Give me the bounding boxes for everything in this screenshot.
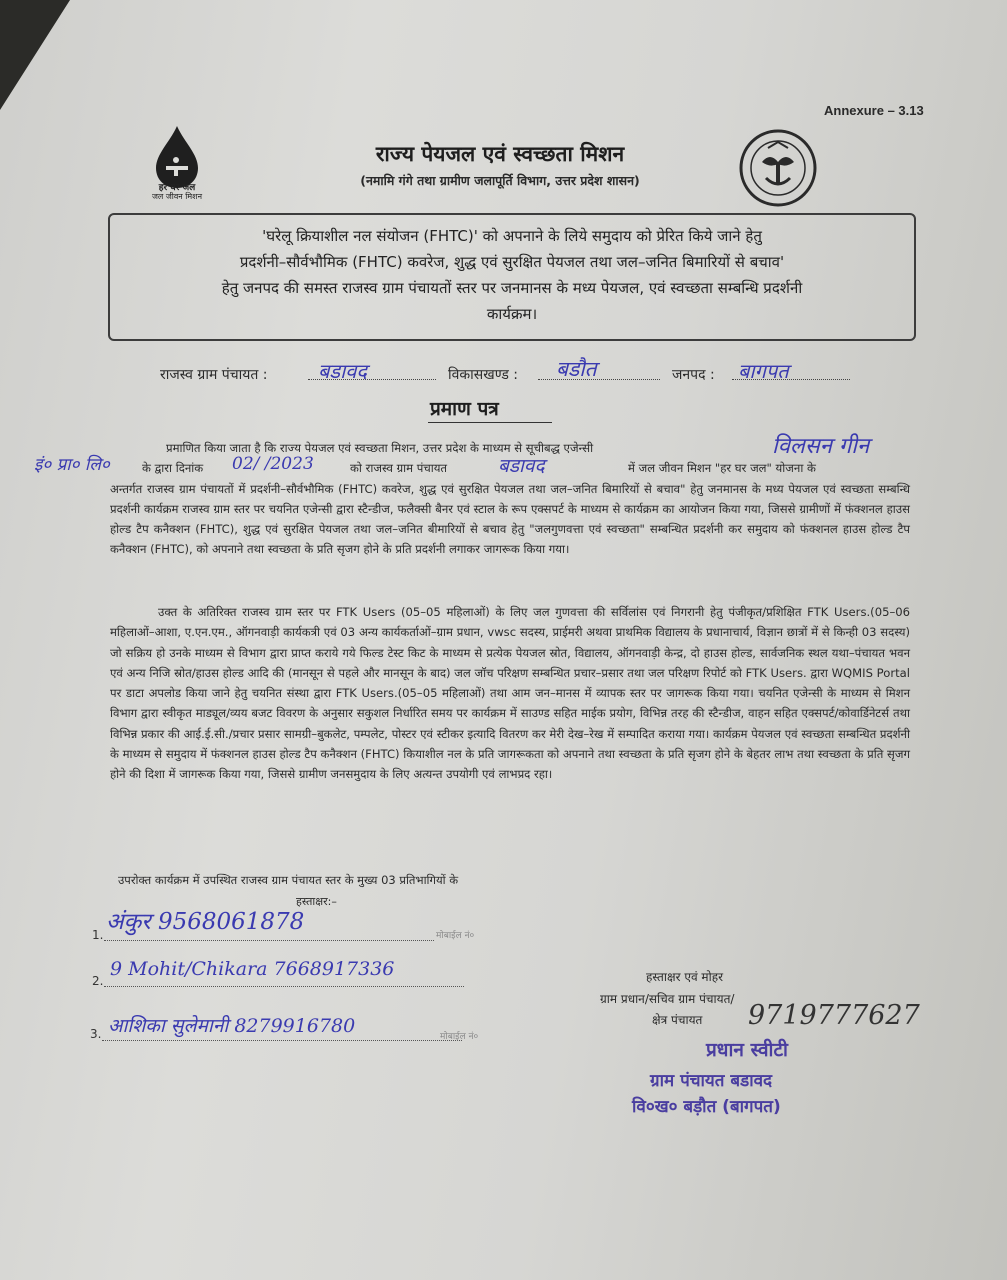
location-fields [160, 357, 880, 395]
annexure-label: Annexure – 3.13 [824, 103, 924, 118]
signature-label: हस्ताक्षर:– [296, 895, 337, 908]
signature-3: आशिका सुलेमानी 8279916780 [108, 1015, 356, 1037]
signature-3-line [102, 1040, 462, 1041]
paragraph-2 [110, 602, 910, 785]
gram-panchayat-stamp: ग्राम पंचायत बडावद [650, 1071, 773, 1091]
certificate-title: प्रमाण पत्र [430, 398, 499, 420]
signature-2-line [104, 986, 464, 987]
seal-icon [738, 128, 818, 208]
signature-2: 9 Mohit/Chikara 7668917336 [110, 958, 395, 980]
block-value: बडौत [556, 357, 597, 381]
signature-1-number: 1. [92, 928, 104, 942]
date-handwritten: 02/ /2023 [232, 454, 314, 474]
signature-1-mobile-label: मोबाईल नं० [436, 931, 475, 941]
participants-intro: उपरोक्त कार्यक्रम में उपस्थित राजस्व ग्राम पंचायत स्तर के मुख्य 03 प्रतिभागियों के [118, 873, 459, 887]
para1-line1 [110, 438, 910, 458]
signature-1-line [104, 940, 434, 941]
heading-line-3: हेतु जनपद की समस्त राजस्व ग्राम पंचायतों स्तर पर जनमानस के मध्य पेयजल, एवं स्वच्छता सम्बन्धि प्रदर्शनी [221, 279, 803, 297]
gram-panchayat-label: राजस्व ग्राम पंचायत : [160, 367, 268, 383]
pradhan-phone-handwritten: 9719777627 [748, 1000, 920, 1031]
village-handwritten: बडावद [498, 455, 545, 477]
background-corner [0, 0, 70, 110]
para1-line2-a: के द्वारा दिनांक [142, 461, 204, 476]
paragraph-1 [110, 438, 910, 560]
pradhan-signature-stamp: प्रधान स्वीटी [706, 1039, 788, 1061]
signature-3-number: 3. [90, 1027, 102, 1041]
district-value: बागपत [738, 359, 789, 383]
har-ghar-jal-logo [132, 122, 222, 212]
heading-line-2: प्रदर्शनी–सौर्वभौमिक (FHTC) कवरेज, शुद्ध एवं सुरक्षित पेयजल तथा जल–जनित बिमारियों से बचाव' [239, 253, 785, 271]
para1-line1-text: प्रमाणित किया जाता है कि राज्य पेयजल एवं स्वच्छता मिशन, उत्तर प्रदेश के माध्यम से सूचीबद्ध एजेन्सी [166, 441, 594, 455]
para1-rest: अन्तर्गत राजस्व ग्राम पंचायतों में प्रदर्शनी–सौर्वभौमिक (FHTC) कवरेज, शुद्ध एवं सुरक्षित पेयजल तथा जल–जनित बिमारियों से बचाव" हेतु जनमानस के मध्य पेयजल एवं स्वच्छता सम्बन्धि प्रदर्शनी कार्यक्रम राजस्व ग्राम स्तर पर चयनित एजेन्सी द्वारा स्टैन्डीज, फलैक्सी बैनर एवं स्टाल के रूप एक्सपर्ट के माध्यम से कार्यक्रम का आयोजन किया गया, जिससे ग्रामीणों में फंक्शनल हाउस होल्ड टैप कनैक्शन (FHTC), शुद्ध एवं सुरक्षित पेयजल तथा जल–जनित बीमारियों से बचाव हेतु "जलगुणवत्ता एवं स्वच्छता" सम्बन्धित प्रदर्शनी कर समुदाय को फंक्शनल हाउस होल्ड टैप कनैक्शन (FHTC), को अपनाने तथा स्वच्छता के प्रति सृजग होने के प्रति प्रदर्शनी लगाकर जागरूक किया गया। [110, 481, 910, 557]
program-heading-box [108, 213, 916, 341]
logo-text-2: जल जीवन मिशन [151, 192, 203, 201]
signature-1: अंकुर 9568061878 [106, 909, 305, 935]
certificate-title-underline [428, 422, 552, 423]
para1-line2 [110, 458, 910, 478]
heading-line-1: 'घरेलू क्रियाशील नल संयोजन (FHTC)' को अपनाने के लिये समुदाय को प्रेरित किये जाने हेतु [262, 227, 762, 245]
up-government-seal [738, 128, 818, 208]
district-label: जनपद : [672, 367, 715, 383]
sign-and-stamp-label: हस्ताक्षर एवं मोहर [646, 970, 724, 984]
agency-suffix-handwritten: इं० प्रा० लि० [34, 455, 110, 475]
program-heading-text [110, 223, 914, 327]
agency-name-handwritten: विलसन गीन [772, 434, 870, 459]
block-stamp: वि०ख० बड़ौत (बागपत) [632, 1097, 781, 1117]
logo-text-1: हर घर जल [158, 183, 196, 193]
mission-subtitle: (नमामि गंगे तथा ग्रामीण जलापूर्ति विभाग, उत्तर प्रदेश शासन) [360, 173, 640, 188]
signature-2-number: 2. [92, 974, 104, 988]
mission-title: राज्य पेयजल एवं स्वच्छता मिशन [375, 142, 625, 166]
signature-3-mobile-label: मोबाईल नं० [440, 1032, 479, 1042]
para1-line2-c: में जल जीवन मिशन "हर घर जल" योजना के [628, 461, 816, 476]
block-label: विकासखण्ड : [448, 367, 519, 383]
para1-line2-b: को राजस्व ग्राम पंचायत [350, 461, 448, 476]
kshetra-panchayat-label: क्षेत्र पंचायत [652, 1013, 703, 1027]
pradhan-label: ग्राम प्रधान/सचिव ग्राम पंचायत/ [600, 992, 735, 1006]
para2-text: उक्त के अतिरिक्त राजस्व ग्राम स्तर पर FTK Users (05–05 महिलाओं) के लिए जल गुणवत्ता की सर्विलांस एवं निगरानी हेतु पंजीकृत/प्रशिक्षित FTK Users.(05–06 महिलाओं–आशा, ए.एन.एम., ऑगनवाड़ी कार्यकत्री एवं 03 अन्य कार्यकर्ताओं–ग्राम प्रधान, vwsc सदस्य, प्राईमरी अथवा प्राथमिक विद्यालय के प्रधानाचार्य, विज्ञान छात्रों में से किन्ही 03 सदस्य) जो सक्रिय हो उनके माध्यम से विभाग द्वारा प्राप्त कराये गये फिल्ड टेस्ट किट के माध्यम से प्रत्येक पेयजल स्रोत, विद्यालय, ऑगनवाड़ी केन्द्र, दो हाउस होल्ड, सार्वजनिक स्थल यथा–पंचायत भवन एवं अन्य निजि स्रोत/हाउस होल्ड आदि की (मानसून से पहले और मानसून के बाद) जल जॉच परिक्षण सम्बन्धित प्रचार–प्रसार तथा जल परिक्षण रिपोर्ट को FTK Users. द्वारा WQMIS Portal पर डाटा अपलोड किया जाने हेतु चयनित संस्था द्वारा FTK Users.(05–05 महिलाओं) तथा आम जन–मानस में व्यापक स्तर पर जागरूक किया गया। चयनित एजेन्सी के माध्यम से मिशन विभाग द्वारा स्वीकृत माड्यूल/व्यय बजट विवरण के अनुसार सकुशल निर्धारित समय पर कार्यक्रम में साउण्ड सहित माईक प्रयोग, विभिन्न तरह की स्टैन्डीज, वाहन सहित एक्सपर्ट/कोवार्डिनेटर्स तथा विभिन्न प्रकार की आई.ई.सी./प्रचार प्रसार सामग्री–बुकलेट, पम्पलेट, पोस्टर एवं स्टीकर इत्यादि वितरण कर मेरी देख–रेख में सम्पादित कराया गया। कार्यक्रम पेयजल एवं स्वच्छता सम्बन्धित प्रदर्शनी के माध्यम से समुदाय में फंक्शनल हाउस होल्ड टैप कनैक्शन (FHTC) कियाशील नल के प्रति जागरूकता को अपनाने तथा स्वच्छता के प्रति सृजग होने के बेहतर लाभ तथा स्वच्छता के प्रति सृजग होने की दिशा में जागरूक किया गया, जिससे ग्रामीण जनसमुदाय के लिए अत्यन्त उपयोगी एवं लाभप्रद रहा। [110, 605, 910, 782]
heading-line-4: कार्यक्रम। [486, 305, 538, 323]
gram-panchayat-value: बडावद [318, 359, 368, 383]
